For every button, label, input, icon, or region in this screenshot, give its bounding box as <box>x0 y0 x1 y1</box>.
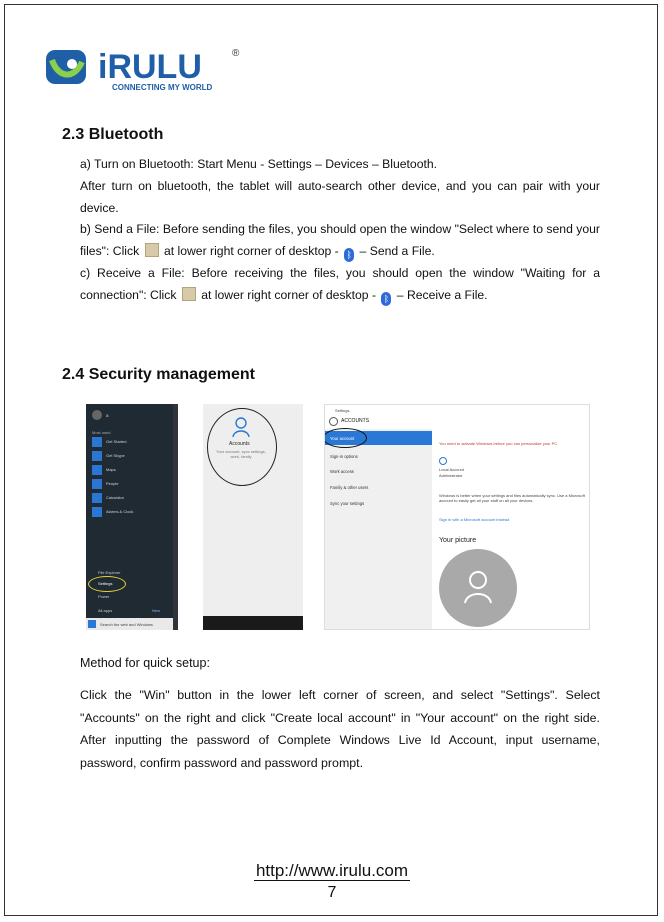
accounts-nav <box>325 429 432 630</box>
file-explorer-item[interactable]: File Explorer <box>98 570 121 575</box>
app-tile-icon <box>92 507 102 517</box>
method-text: Click the "Win" button in the lower left corner of screen, and select "Settings". Select "Accounts" on the right and click "Create local account" in "Your account" on the right side. After inputting the password of Complete Windows Live Id Account, input username, password, confirm password and password prompt. <box>80 688 600 770</box>
nav-item-sync[interactable]: Sync your settings <box>330 501 365 506</box>
taskbar <box>203 616 303 630</box>
microsoft-signin-link[interactable]: Sign in with a Microsoft account instead <box>439 517 510 522</box>
app-tile-icon <box>92 437 102 447</box>
start-scrollbar <box>173 404 178 630</box>
app-tile-icon <box>92 493 102 503</box>
taskbar-search[interactable] <box>86 618 178 630</box>
user-avatar-icon <box>92 410 102 420</box>
most-used-label: Most used <box>92 430 111 435</box>
accounts-heading: ACCOUNTS <box>341 418 370 424</box>
account-name: Local Account <box>439 467 464 472</box>
start-menu-screenshot <box>86 404 178 630</box>
app-tile-icon <box>92 465 102 475</box>
bt-line-b-end: – Send a File. <box>359 244 435 259</box>
app-tile-icon <box>92 451 102 461</box>
bt-line-b-start: b) Send a File: Before sending the files, you should open the window "Select where to send your files": Click <box>80 222 600 259</box>
app-tile-icon <box>92 479 102 489</box>
section-title-security: 2.4 Security management <box>62 366 255 383</box>
method-title: Method for quick setup: <box>80 656 210 670</box>
start-item[interactable]: Get Started <box>92 437 154 448</box>
start-item[interactable]: Alarms & Clock <box>92 507 154 518</box>
account-role: Administrator <box>439 473 463 478</box>
registered-mark: ® <box>232 48 240 59</box>
bt-line-c <box>80 263 600 307</box>
nav-item-sign-in-options[interactable]: Sign-in options <box>330 454 358 459</box>
account-person-icon <box>439 457 447 465</box>
start-item[interactable]: Calculator <box>92 493 154 504</box>
brand-name: iRULU <box>98 48 202 86</box>
all-apps-item[interactable]: All apps <box>98 608 113 613</box>
nav-item-work-access[interactable]: Work access <box>330 469 354 474</box>
action-center-icon <box>145 243 159 257</box>
nav-item-family[interactable]: Family & other users <box>330 485 369 490</box>
back-settings-label[interactable]: Settings <box>335 408 350 413</box>
person-icon <box>231 416 251 438</box>
bluetooth-icon: ᛒ <box>344 248 354 262</box>
start-item[interactable]: Get Skype <box>92 451 154 462</box>
search-box-text: Search the web and Windows <box>100 622 153 627</box>
sync-info: Windows is better when your settings and files automatically sync. Use a Microsoft account to easily get all your stuff on all your devices. <box>439 493 585 503</box>
bt-line-c-mid: at lower right corner of desktop - <box>201 287 377 302</box>
accounts-page-screenshot <box>324 404 590 630</box>
bt-line-a: a) Turn on Bluetooth: Start Menu - Settings – Devices – Bluetooth. <box>80 157 438 171</box>
start-item[interactable]: Maps <box>92 465 154 476</box>
method-paragraph <box>80 684 600 774</box>
user-name: a <box>106 413 109 418</box>
person-icon <box>463 569 493 605</box>
accounts-title[interactable]: Accounts <box>229 441 250 447</box>
settings-accounts-screenshot <box>203 404 303 630</box>
start-item[interactable]: People <box>92 479 154 490</box>
new-label: New <box>152 608 161 613</box>
gear-icon <box>329 417 338 426</box>
footer-url <box>0 861 664 881</box>
action-center-icon <box>182 287 196 301</box>
bluetooth-icon: ᛒ <box>381 292 391 306</box>
brand-logo <box>44 42 254 92</box>
your-picture-label: Your picture <box>439 537 477 544</box>
bt-line-b-mid: at lower right corner of desktop - <box>163 244 339 259</box>
bluetooth-paragraph <box>80 154 600 307</box>
settings-item[interactable]: Settings <box>98 581 113 586</box>
power-item[interactable]: Power <box>98 594 110 599</box>
accounts-subtitle: Your account, sync settings, work, family <box>216 449 266 459</box>
brand-tagline: CONNECTING MY WORLD <box>112 83 213 92</box>
irulu-logo-icon <box>44 42 254 92</box>
page-number: 7 <box>327 884 337 901</box>
bt-line-a2: After turn on bluetooth, the tablet will auto-search other device, and you can pair with your device. <box>80 178 600 215</box>
bt-line-c-start: c) Receive a File: Before receiving the files, you should open the window "Waiting for a connection": Click <box>80 265 600 302</box>
profile-picture[interactable] <box>439 549 517 627</box>
website-link[interactable]: http://www.irulu.com <box>255 861 409 880</box>
section-title-bluetooth: 2.3 Bluetooth <box>62 126 164 143</box>
bt-line-c-end: – Receive a File. <box>396 287 488 302</box>
nav-item-your-account[interactable]: Your account <box>330 436 355 441</box>
bt-line-b <box>80 219 600 263</box>
windows-start-icon[interactable] <box>88 620 96 628</box>
activation-warning: You need to activate Windows before you can personalize your PC. <box>439 441 559 446</box>
